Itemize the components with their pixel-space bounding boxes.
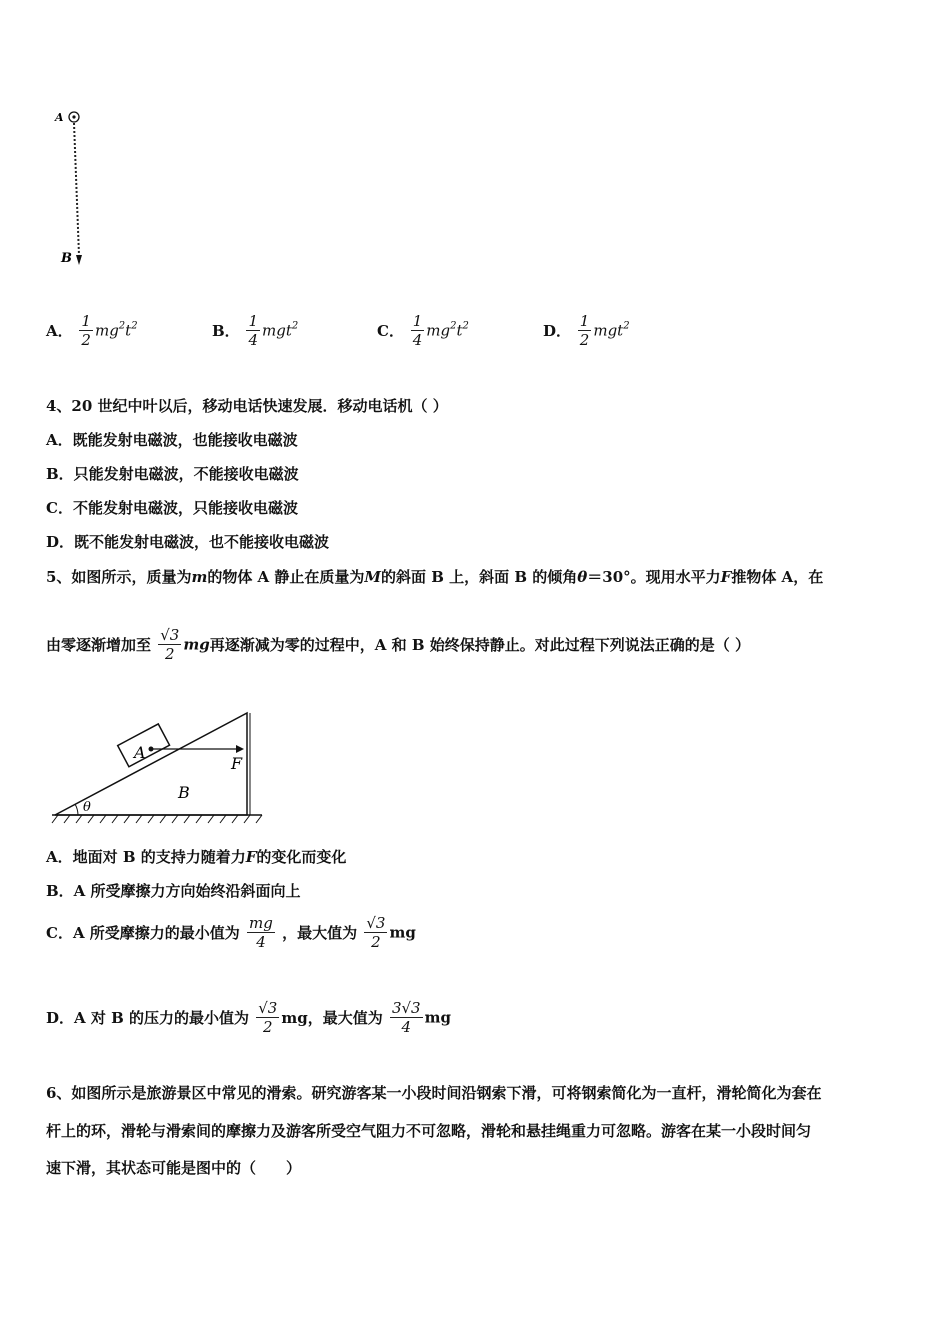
wedge-b-label: B [178, 783, 190, 802]
q4-option-b[interactable]: B．只能发射电磁波，不能接收电磁波 [46, 465, 299, 483]
q3-option-b[interactable]: B． $\frac{1}{4}$ mgt$^2$ [212, 312, 299, 349]
theta-label: θ [83, 800, 91, 815]
q5-option-a[interactable]: A．地面对 B 的支持力随着力F的变化而变化 [46, 848, 347, 866]
sqrt3-over-2-fraction: $\frac{√3}{2}$ [160, 626, 180, 663]
angle-arc [75, 804, 78, 815]
q3-option-c[interactable]: C． $\frac{1}{4}$ $mg^2t^2$ [377, 312, 469, 349]
arrow-head [76, 255, 82, 265]
dotted-trajectory [74, 123, 79, 255]
block-a-label: A [134, 743, 146, 762]
coef-fraction: $\frac{1}{4}$ [248, 312, 259, 349]
q6-stem-line3: 速下滑，其状态可能是图中的（ ） [46, 1159, 302, 1177]
coef-fraction: $\frac{1}{4}$ [412, 312, 423, 349]
q4-option-a[interactable]: A．既能发射电磁波，也能接收电磁波 [46, 431, 298, 449]
figure-label-b: B [61, 251, 72, 266]
q3-option-d[interactable]: D． $\frac{1}{2}$ mgt$^2$ [543, 312, 630, 349]
incline-figure [50, 705, 270, 830]
q6-stem-line2: 杆上的环，滑轮与滑索间的摩擦力及游客所受空气阻力不可忽略，滑轮和悬挂绳重力可忽略。游客在某一小段时间匀 [46, 1122, 812, 1140]
sqrt3-over-2-fraction: $\frac{√3}{2}$ [366, 914, 386, 951]
q5-stem-line2: 由零逐渐增加至 $\frac{√3}{2}$ mg再逐渐减为零的过程中，A 和 B 始终保持静止。对此过程下列说法正确的是（ ） [46, 626, 750, 663]
q5-option-c[interactable]: C．A 所受摩擦力的最小值为 $\frac{mg}{4}$ ，最大值为 $\frac{√3}{2}$ mg [46, 914, 416, 951]
q3-option-a[interactable]: A． $\frac{1}{2}$ $mg^2t^2$ [46, 312, 138, 349]
q4-option-c[interactable]: C．不能发射电磁波，只能接收电磁波 [46, 499, 298, 517]
q4-stem: 4、20 世纪中叶以后，移动电话快速发展．移动电话机（ ） [46, 397, 448, 415]
q6-stem-line1: 6、如图所示是旅游景区中常见的滑索。研究游客某一小段时间沿钢索下滑，可将钢索简化为一直杆，滑轮简化为套在 [46, 1084, 822, 1102]
3sqrt3-over-4-fraction: $\frac{3√3}{4}$ [391, 999, 421, 1036]
force-label: F [231, 754, 243, 773]
q5-stem-line1: 5、如图所示，质量为m的物体 A 静止在质量为M的斜面 B 上，斜面 B 的倾角θ＝30°。现用水平力F推物体 A，在 [46, 568, 824, 586]
sqrt3-over-2-fraction: $\frac{√3}{2}$ [258, 999, 278, 1036]
ground-hatching [52, 815, 262, 823]
figure-label-a: A [55, 111, 64, 124]
mg-over-4-fraction: $\frac{mg}{4}$ [249, 914, 273, 951]
q5-option-d[interactable]: D．A 对 B 的压力的最小值为 $\frac{√3}{2}$ mg，最大值为 $\frac{3√3}{4}$ mg [46, 999, 451, 1036]
q4-option-d[interactable]: D．既不能发射电磁波，也不能接收电磁波 [46, 533, 330, 551]
q5-option-b[interactable]: B．A 所受摩擦力方向始终沿斜面向上 [46, 882, 301, 900]
coef-fraction: $\frac{1}{2}$ [81, 312, 91, 349]
figure-ab-path [50, 105, 100, 275]
coef-fraction: $\frac{1}{2}$ [579, 312, 590, 349]
